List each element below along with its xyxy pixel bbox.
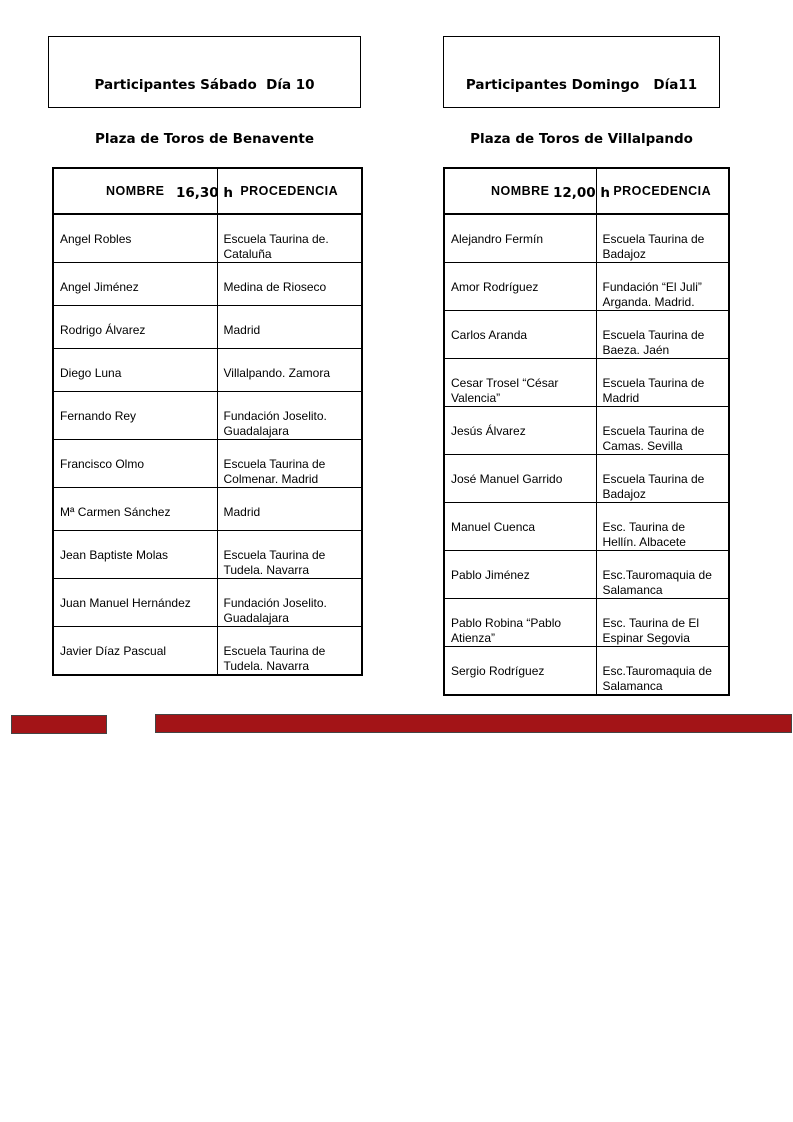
participant-origin: Villalpando. Zamora bbox=[217, 349, 362, 392]
participant-origin: Esc. Taurina de Hellín. Albacete bbox=[596, 503, 729, 551]
participant-origin: Madrid bbox=[217, 306, 362, 349]
table-row bbox=[53, 531, 362, 579]
participant-origin: Escuela Taurina de Badajoz bbox=[596, 455, 729, 503]
table-row bbox=[444, 311, 729, 359]
participant-origin: Escuela Taurina de Badajoz bbox=[596, 214, 729, 263]
participant-name: Diego Luna bbox=[53, 349, 217, 392]
participant-name: Pablo Jiménez bbox=[444, 551, 596, 599]
participant-name: Alejandro Fermín bbox=[444, 214, 596, 263]
participant-name: Rodrigo Álvarez bbox=[53, 306, 217, 349]
table-row bbox=[444, 599, 729, 647]
participant-origin: Esc.Tauromaquia de Salamanca bbox=[596, 551, 729, 599]
participant-origin: Esc. Taurina de El Espinar Segovia bbox=[596, 599, 729, 647]
participant-origin: Escuela Taurina de Baeza. Jaén bbox=[596, 311, 729, 359]
table-row bbox=[53, 488, 362, 531]
column-header-origin: PROCEDENCIA bbox=[596, 168, 729, 214]
participant-name: Sergio Rodríguez bbox=[444, 647, 596, 696]
participant-name: Javier Díaz Pascual bbox=[53, 627, 217, 676]
table-row bbox=[53, 306, 362, 349]
table-row bbox=[444, 551, 729, 599]
sunday-venue: Plaza de Toros de Villalpando bbox=[470, 131, 693, 147]
sunday-time: 12,00 h bbox=[552, 185, 610, 201]
table-header-row bbox=[444, 168, 729, 214]
participant-name: Manuel Cuenca bbox=[444, 503, 596, 551]
participant-name: Juan Manuel Hernández bbox=[53, 579, 217, 627]
participant-name: Jesús Álvarez bbox=[444, 407, 596, 455]
sunday-title-line: Participantes Domingo Día11 bbox=[465, 77, 698, 93]
table-row bbox=[53, 349, 362, 392]
table-row bbox=[444, 503, 729, 551]
participant-origin: Medina de Rioseco bbox=[217, 263, 362, 306]
saturday-venue: Plaza de Toros de Benavente bbox=[94, 131, 315, 147]
table-row bbox=[444, 214, 729, 263]
table-row bbox=[444, 263, 729, 311]
participant-name: Angel Robles bbox=[53, 214, 217, 263]
column-header-name: NOMBRE bbox=[444, 168, 596, 214]
participant-name: Pablo Robina “Pablo Atienza” bbox=[444, 599, 596, 647]
decorative-bar-left bbox=[11, 715, 107, 734]
table-row bbox=[444, 647, 729, 696]
participant-name: Jean Baptiste Molas bbox=[53, 531, 217, 579]
participant-origin: Escuela Taurina de. Cataluña bbox=[217, 214, 362, 263]
participant-origin: Escuela Taurina de Camas. Sevilla bbox=[596, 407, 729, 455]
participant-name: Francisco Olmo bbox=[53, 440, 217, 488]
table-header-row bbox=[53, 168, 362, 214]
table-row bbox=[53, 392, 362, 440]
participant-name: Carlos Aranda bbox=[444, 311, 596, 359]
participant-origin: Fundación “El Juli” Arganda. Madrid. bbox=[596, 263, 729, 311]
participant-origin: Madrid bbox=[217, 488, 362, 531]
column-header-origin: PROCEDENCIA bbox=[217, 168, 362, 214]
saturday-title-line: Participantes Sábado Día 10 bbox=[94, 77, 315, 93]
participant-name: Angel Jiménez bbox=[53, 263, 217, 306]
column-header-name: NOMBRE bbox=[53, 168, 217, 214]
participant-origin: Escuela Taurina de Tudela. Navarra bbox=[217, 627, 362, 676]
participant-name: Mª Carmen Sánchez bbox=[53, 488, 217, 531]
participant-origin: Escuela Taurina de Madrid bbox=[596, 359, 729, 407]
participant-name: José Manuel Garrido bbox=[444, 455, 596, 503]
table-row bbox=[53, 214, 362, 263]
sunday-participants-table bbox=[443, 167, 730, 696]
table-row bbox=[444, 359, 729, 407]
participant-name: Amor Rodríguez bbox=[444, 263, 596, 311]
participant-origin: Fundación Joselito. Guadalajara bbox=[217, 579, 362, 627]
table-row bbox=[444, 455, 729, 503]
table-row bbox=[444, 407, 729, 455]
table-row bbox=[53, 579, 362, 627]
participant-origin: Esc.Tauromaquia de Salamanca bbox=[596, 647, 729, 696]
table-row bbox=[53, 263, 362, 306]
participant-origin: Escuela Taurina de Colmenar. Madrid bbox=[217, 440, 362, 488]
participant-name: Cesar Trosel “César Valencia” bbox=[444, 359, 596, 407]
participant-name: Fernando Rey bbox=[53, 392, 217, 440]
table-row bbox=[53, 627, 362, 676]
table-row bbox=[53, 440, 362, 488]
saturday-participants-table bbox=[52, 167, 363, 676]
saturday-time: 16,30 h bbox=[175, 185, 233, 201]
participant-origin: Fundación Joselito. Guadalajara bbox=[217, 392, 362, 440]
participant-origin: Escuela Taurina de Tudela. Navarra bbox=[217, 531, 362, 579]
decorative-bar-right bbox=[155, 714, 792, 733]
